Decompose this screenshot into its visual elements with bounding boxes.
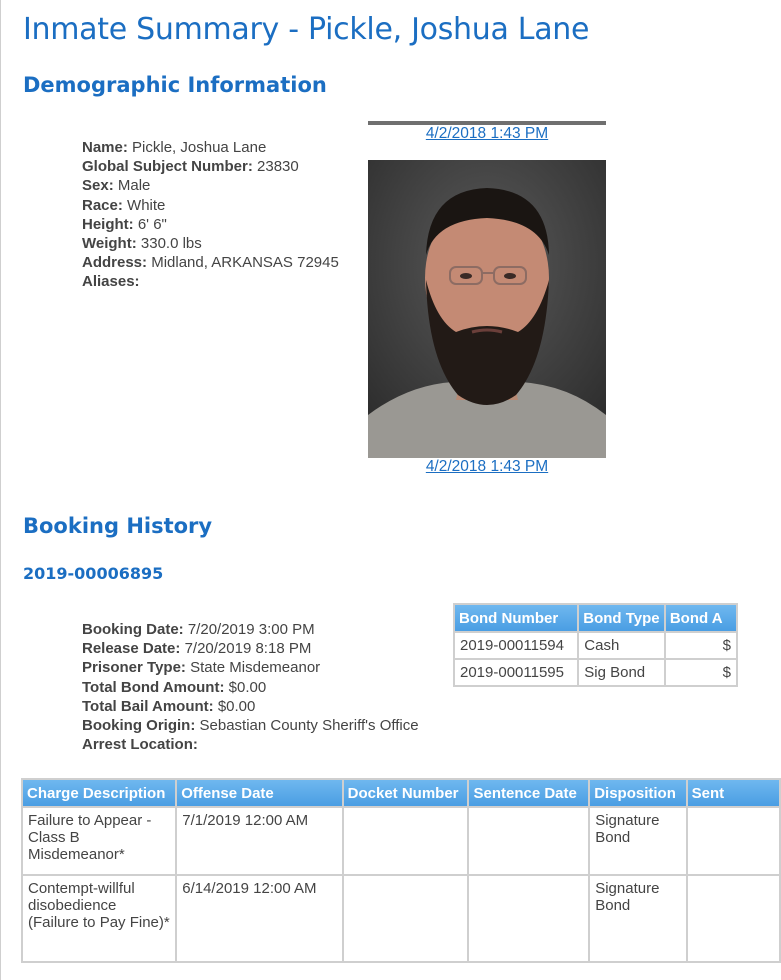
sentence-cell — [688, 876, 779, 961]
field-total-bond-amount: Total Bond Amount: $0.00 — [82, 678, 267, 696]
mugshot-photo[interactable] — [368, 160, 606, 458]
disposition-cell: Signature Bond — [590, 808, 685, 874]
table-row — [23, 808, 779, 874]
charge-description-cell: Contempt-willful disobedience (Failure to Pay Fine)* — [23, 876, 175, 961]
field-booking-date: Booking Date: 7/20/2019 3:00 PM — [82, 621, 315, 638]
page-title: Inmate Summary - Pickle, Joshua Lane — [23, 12, 590, 47]
field-height: Height: 6' 6" — [82, 215, 167, 233]
field-address: Address: Midland, ARKANSAS 72945 — [82, 254, 339, 272]
page-left-border — [0, 0, 1, 980]
col-bond-number[interactable]: Bond Number — [455, 605, 577, 631]
field-release-date: Release Date: 7/20/2019 8:18 PM — [82, 640, 312, 658]
offense-date-cell: 7/1/2019 12:00 AM — [177, 808, 341, 874]
col-bond-amount[interactable]: Bond A — [666, 605, 736, 631]
bond-number-cell: 2019-00011595 — [455, 660, 577, 685]
col-docket-number[interactable]: Docket Number — [344, 780, 468, 806]
table-row — [23, 876, 779, 961]
bond-number-cell: 2019-00011594 — [455, 633, 577, 658]
col-sentence-date[interactable]: Sentence Date — [469, 780, 588, 806]
bond-table — [453, 603, 738, 687]
docket-number-cell — [344, 808, 468, 874]
bond-amount-cell: $ — [666, 633, 736, 658]
photo-date-link-2[interactable]: 4/2/2018 1:43 PM — [425, 458, 549, 475]
field-booking-origin: Booking Origin: Sebastian County Sheriff's Office — [82, 716, 419, 734]
field-sex: Sex: Male — [82, 177, 151, 195]
booking-fields — [82, 620, 419, 754]
sentence-date-cell — [469, 808, 588, 874]
booking-number: 2019-00006895 — [23, 564, 164, 583]
field-total-bail-amount: Total Bail Amount: $0.00 — [82, 697, 256, 715]
docket-number-cell — [344, 876, 468, 961]
photo-date-link-1[interactable]: 4/2/2018 1:43 PM — [425, 125, 549, 142]
charge-table — [21, 778, 781, 963]
bond-type-cell: Cash — [579, 633, 664, 658]
field-race: Race: White — [82, 196, 166, 214]
field-global-subject-number: Global Subject Number: 23830 — [82, 158, 299, 176]
field-arrest-location: Arrest Location: — [82, 736, 198, 754]
col-bond-type[interactable]: Bond Type — [579, 605, 664, 631]
demographic-heading: Demographic Information — [23, 73, 327, 97]
col-sentence[interactable]: Sent — [688, 780, 779, 806]
disposition-cell: Signature Bond — [590, 876, 685, 961]
sentence-date-cell — [469, 876, 588, 961]
mugshot-image — [368, 160, 606, 458]
charge-description-cell: Failure to Appear - Class B Misdemeanor* — [23, 808, 175, 874]
sentence-cell — [688, 808, 779, 874]
table-row — [455, 660, 736, 685]
demographic-fields — [82, 138, 339, 292]
field-prisoner-type: Prisoner Type: State Misdemeanor — [82, 659, 321, 677]
bond-type-cell: Sig Bond — [579, 660, 664, 685]
booking-history-heading: Booking History — [23, 514, 213, 538]
charge-table-header — [23, 780, 779, 806]
col-disposition[interactable]: Disposition — [590, 780, 685, 806]
col-charge-description[interactable]: Charge Description — [23, 780, 175, 806]
bond-amount-cell: $ — [666, 660, 736, 685]
bond-table-header — [455, 605, 736, 631]
offense-date-cell: 6/14/2019 12:00 AM — [177, 876, 341, 961]
col-offense-date[interactable]: Offense Date — [177, 780, 341, 806]
field-weight: Weight: 330.0 lbs — [82, 234, 202, 252]
field-name: Name: Pickle, Joshua Lane — [82, 139, 267, 156]
table-row — [455, 633, 736, 658]
field-aliases: Aliases: — [82, 273, 140, 291]
